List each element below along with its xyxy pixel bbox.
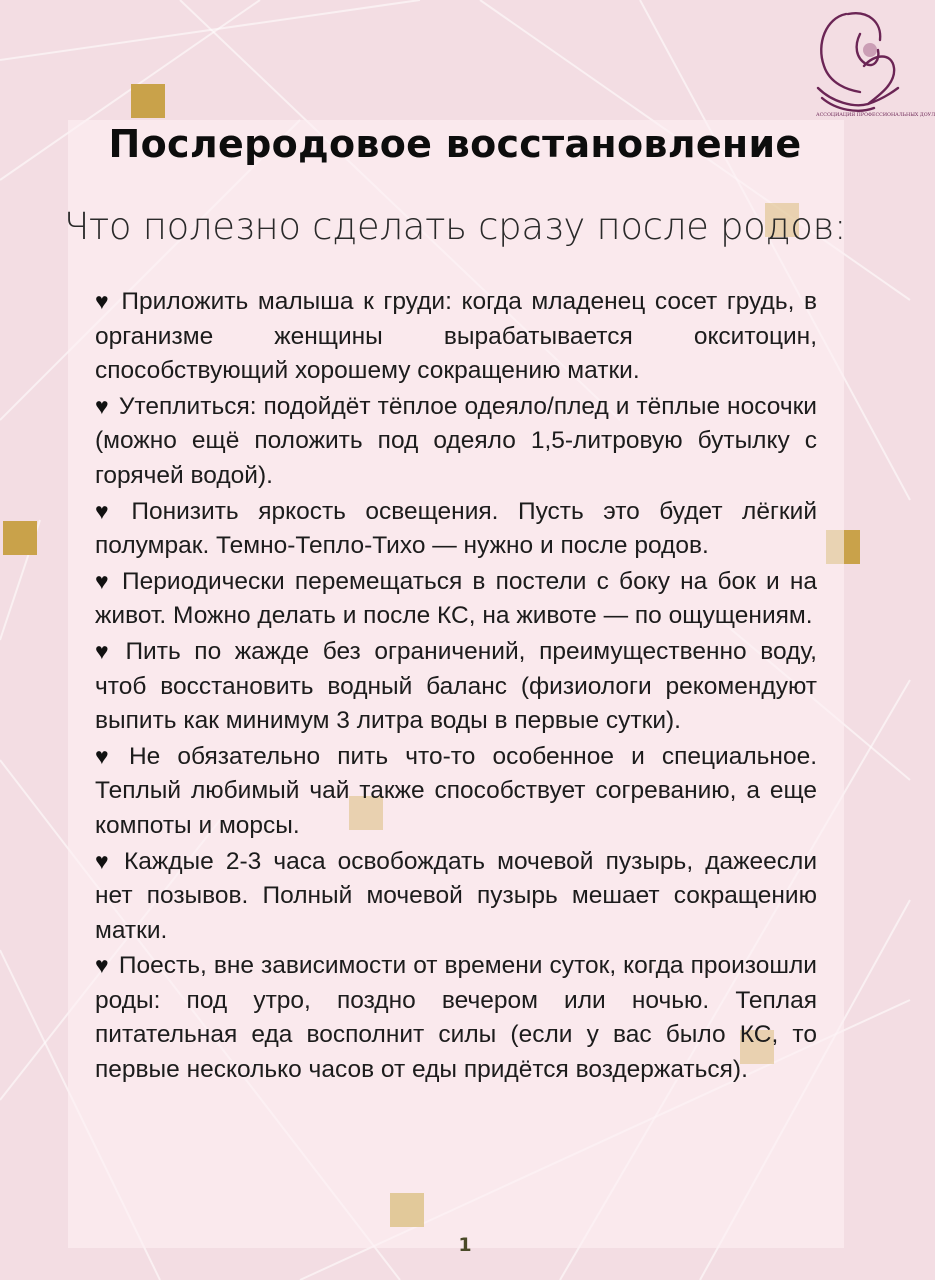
heart-icon: ♥ [95,392,109,419]
gold-square-decoration [131,84,165,118]
list-item [95,564,817,634]
tips-list [95,284,817,1088]
page-number: 1 [458,1234,472,1256]
list-item-text: Каждые 2-3 часа освобождать мочевой пузырь, дажеесли нет позывов. Полный мочевой пузырь мешает сокращению матки. [95,847,817,944]
heart-icon: ♥ [95,637,116,664]
list-item-text: Не обязательно пить что-то особенное и специальное. Теплый любимый чай также способствует согреванию, а еще компоты и морсы. [95,742,818,839]
heart-icon: ♥ [95,952,109,979]
list-item-text: Периодически перемещаться в постели с боку на бок и на живот. Можно делать и после КС, на животе — по ощущениям. [95,567,817,630]
heart-icon: ♥ [95,567,113,594]
heart-icon: ♥ [95,847,114,874]
logo-caption: АССОЦИАЦИЯ ПРОФЕССИОНАЛЬНЫХ ДОУЛ [816,113,935,118]
heart-icon: ♥ [95,742,119,769]
list-item-text: Приложить малыша к груди: когда младенец сосет грудь, в организме женщины вырабатывается окситоцин, способствующий хорошему сокращению матки. [95,288,817,385]
list-item-text: Пить по жажде без ограничений, преимущественно воду, чтоб восстановить водный баланс (физиологи рекомендуют выпить как минимум 3 литра воды в первые сутки). [95,637,817,735]
pale-square-decoration [390,1193,424,1227]
page-subtitle: Что полезно сделать сразу после родов: [63,205,847,248]
gold-square-decoration [3,521,37,555]
heart-icon: ♥ [95,288,112,314]
list-item-text: Поесть, вне зависимости от времени суток, когда произошли роды: под утро, поздно вечером или ночью. Теплая питательная еда восполнит силы (если у вас было КС, то первые несколько часов от еды придётся воздержаться). [95,952,817,1084]
list-item [95,634,817,739]
list-item [95,494,817,564]
list-item [95,739,817,844]
list-item [95,948,817,1087]
list-item [95,284,817,389]
page-title: Послеродовое восстановление [108,122,802,166]
list-item-text: Утеплиться: подойдёт тёплое одеяло/плед и тёплые носочки (можно ещё положить под одеяло 1,5-литровую бутылку с горячей водой). [95,392,817,489]
heart-icon: ♥ [95,497,122,524]
list-item [95,389,817,494]
mother-child-logo-icon [808,4,935,128]
list-item-text: Понизить яркость освещения. Пусть это будет лёгкий полумрак. Темно-Тепло-Тихо — нужно и после родов. [95,497,818,560]
list-item [95,844,817,949]
